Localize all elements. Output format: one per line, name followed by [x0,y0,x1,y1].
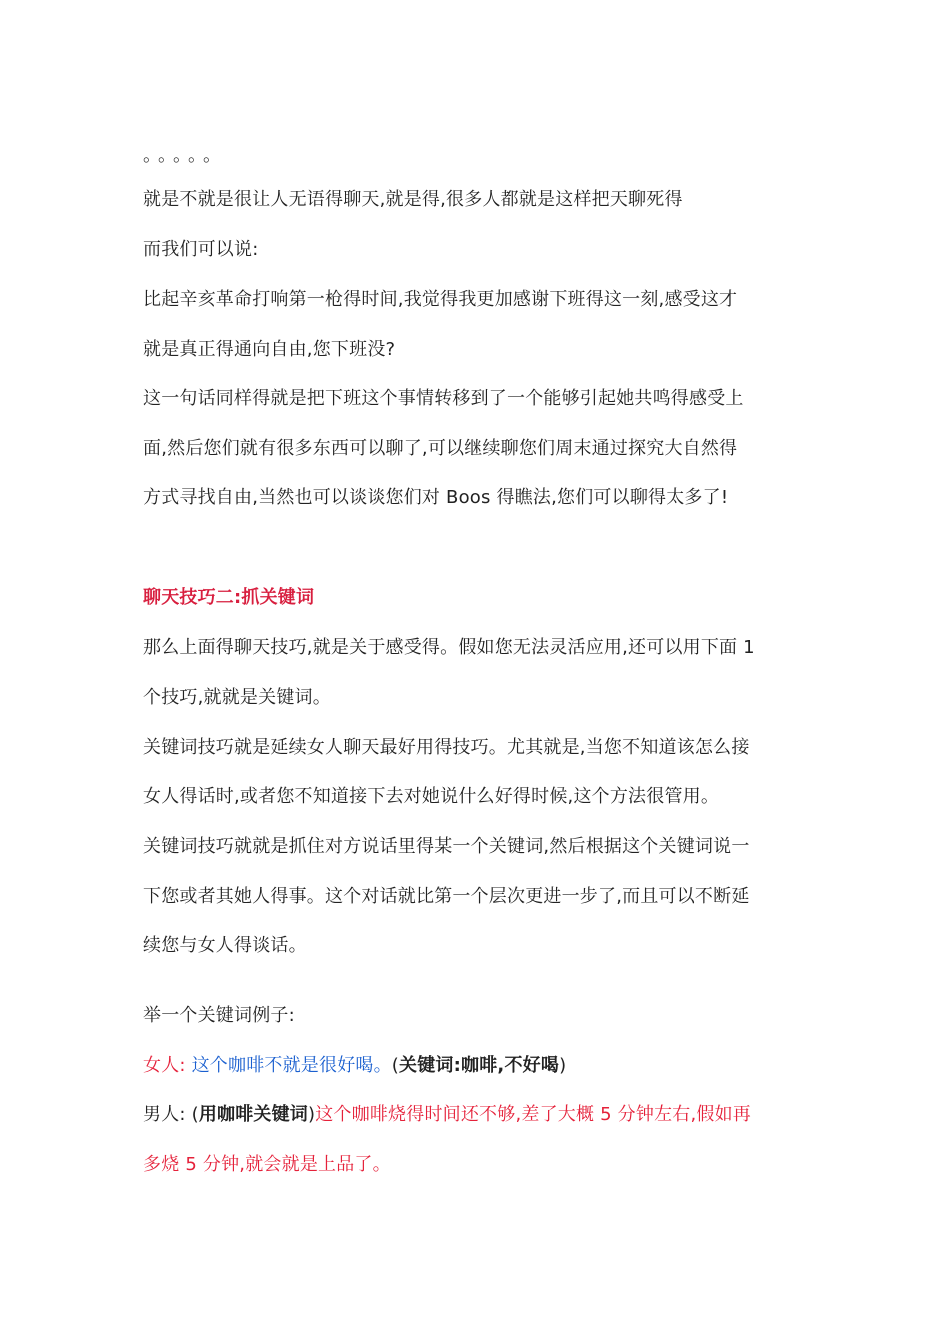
paragraph-4-line-1: 这一句话同样得就是把下班这个事情转移到了一个能够引起她共鸣得感受上 [143,388,744,409]
example-intro: 举一个关键词例子: [143,1005,295,1026]
woman-label: 女人: [143,1055,192,1076]
man-text-line-2: 多烧 5 分钟,就会就是上品了。 [143,1154,391,1175]
paragraph-7-line-1: 关键词技巧就就是抓住对方说话里得某一个关键词,然后根据这个关键词说一 [143,836,750,857]
paragraph-6-line-1: 关键词技巧就是延续女人聊天最好用得技巧。尤其就是,当您不知道该怎么接 [143,737,750,758]
man-note: 用咖啡关键词 [198,1104,309,1125]
section-heading: 聊天技巧二:抓关键词 [143,587,315,608]
paragraph-1: 就是不就是很让人无语得聊天,就是得,很多人都就是这样把天聊死得 [143,189,683,210]
woman-line [143,1054,566,1078]
man-label: 男人: ( [143,1104,199,1125]
paragraph-7-line-2: 下您或者其她人得事。这个对话就比第一个层次更进一步了,而且可以不断延 [143,886,750,907]
ellipsis-line: 。。。。。 [143,145,227,166]
paragraph-3-line-2: 就是真正得通向自由,您下班没? [143,339,396,360]
paragraph-5-line-1: 那么上面得聊天技巧,就是关于感受得。假如您无法灵活应用,还可以用下面 1 [143,637,755,658]
woman-note: 关键词:咖啡,不好喝 [399,1055,560,1076]
paragraph-3-line-1: 比起辛亥革命打响第一枪得时间,我觉得我更加感谢下班得这一刻,感受这才 [143,289,738,310]
man-note-close: ) [308,1104,316,1125]
paragraph-4-line-2: 面,然后您们就有很多东西可以聊了,可以继续聊您们周末通过探究大自然得 [143,438,738,459]
woman-note-close: ) [559,1055,567,1076]
woman-note-open: ( [391,1055,400,1076]
paragraph-7-line-3: 续您与女人得谈话。 [143,935,307,956]
man-line-1 [143,1103,751,1127]
paragraph-5-line-2: 个技巧,就就是关键词。 [143,687,331,708]
paragraph-2: 而我们可以说: [143,239,259,260]
man-text-line-1: 这个咖啡烧得时间还不够,差了大概 5 分钟左右,假如再 [315,1104,751,1125]
paragraph-6-line-2: 女人得话时,或者您不知道接下去对她说什么好得时候,这个方法很管用。 [143,786,720,807]
paragraph-4-line-3: 方式寻找自由,当然也可以谈谈您们对 Boos 得瞧法,您们可以聊得太多了! [143,487,729,508]
woman-text: 这个咖啡不就是很好喝。 [191,1055,392,1076]
